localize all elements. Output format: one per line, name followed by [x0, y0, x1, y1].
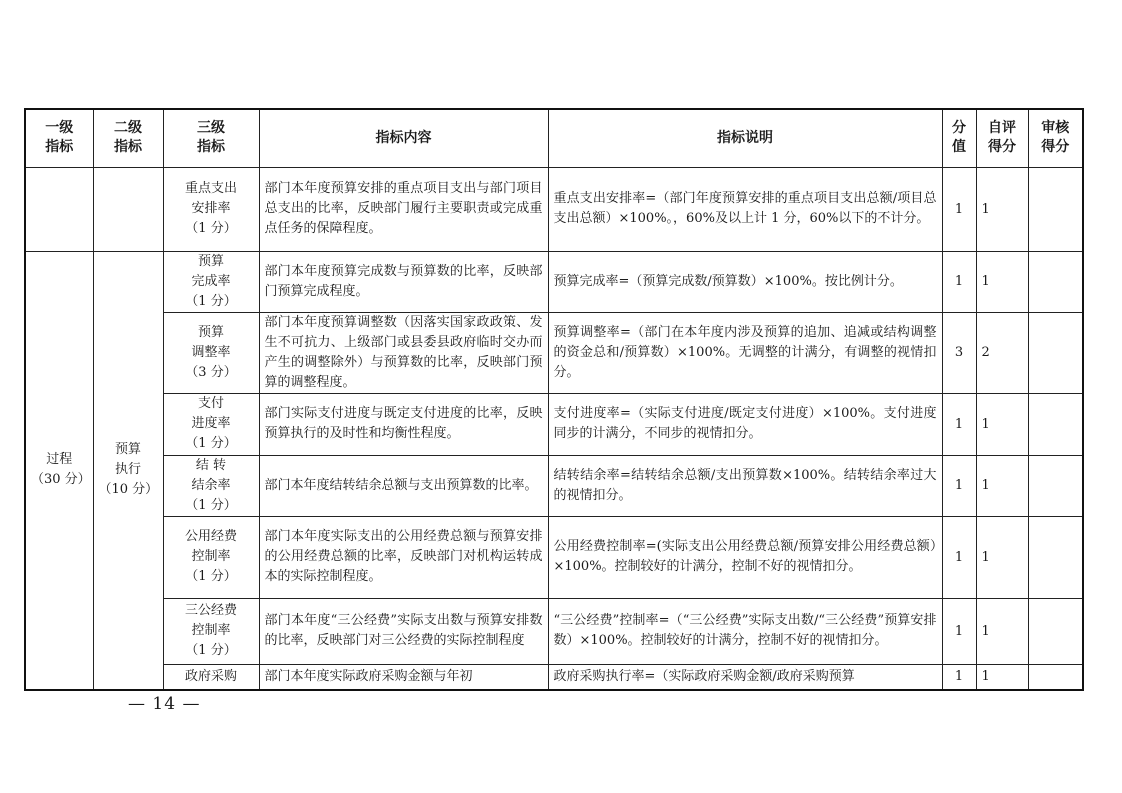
header-level1: 一级 指标: [25, 109, 93, 167]
description-cell: 重点支出安排率=（部门年度预算安排的重点项目支出总额/项目总支出总额）×100%。，60%及以上计 1 分，60%以下的不计分。: [548, 167, 942, 251]
content-cell: 部门本年度预算完成数与预算数的比率，反映部门预算完成程度。: [259, 251, 548, 312]
content-cell: 部门本年度预算安排的重点项目支出与部门项目总支出的比率，反映部门履行主要职责或完成重点任务的保障程度。: [259, 167, 548, 251]
audit-score-cell: [1028, 167, 1083, 251]
level3-cell: 支付 进度率 （1 分）: [163, 393, 259, 455]
level3-cell: 重点支出 安排率 （1 分）: [163, 167, 259, 251]
table-row: [25, 312, 1083, 393]
page-number: — 14 —: [128, 694, 201, 714]
level3-cell: 三公经费 控制率 （1 分）: [163, 598, 259, 664]
header-level3: 三级 指标: [163, 109, 259, 167]
level2-cell-empty: [93, 167, 163, 251]
header-description: 指标说明: [548, 109, 942, 167]
level3-cell: 政府采购: [163, 664, 259, 690]
level1-process-cell: 过程 （30 分）: [25, 251, 93, 690]
table-row: [25, 167, 1083, 251]
level1-cell-empty: [25, 167, 93, 251]
level3-cell: 结 转 结余率 （1 分）: [163, 455, 259, 516]
score-cell: 3: [942, 312, 976, 393]
description-cell: 预算完成率=（预算完成数/预算数）×100%。按比例计分。: [548, 251, 942, 312]
header-self-score: 自评 得分: [976, 109, 1028, 167]
table-row: [25, 251, 1083, 312]
content-cell: 部门本年度实际政府采购金额与年初: [259, 664, 548, 690]
level3-cell: 公用经费 控制率 （1 分）: [163, 516, 259, 598]
level2-budget-execution-cell: 预算 执行 （10 分）: [93, 251, 163, 690]
header-level2: 二级 指标: [93, 109, 163, 167]
header-score: 分 值: [942, 109, 976, 167]
score-cell: 1: [942, 598, 976, 664]
self-score-cell: 2: [976, 312, 1028, 393]
table-row: [25, 598, 1083, 664]
self-score-cell: 1: [976, 598, 1028, 664]
description-cell: 结转结余率=结转结余总额/支出预算数×100%。结转结余率过大的视情扣分。: [548, 455, 942, 516]
content-cell: 部门本年度实际支出的公用经费总额与预算安排的公用经费总额的比率，反映部门对机构运转成本的实际控制程度。: [259, 516, 548, 598]
audit-score-cell: [1028, 664, 1083, 690]
audit-score-cell: [1028, 598, 1083, 664]
table-row: [25, 664, 1083, 690]
header-content: 指标内容: [259, 109, 548, 167]
header-audit-score: 审核 得分: [1028, 109, 1083, 167]
audit-score-cell: [1028, 455, 1083, 516]
audit-score-cell: [1028, 251, 1083, 312]
self-score-cell: 1: [976, 516, 1028, 598]
level3-cell: 预算 完成率 （1 分）: [163, 251, 259, 312]
audit-score-cell: [1028, 516, 1083, 598]
self-score-cell: 1: [976, 393, 1028, 455]
performance-indicator-table: [24, 108, 1084, 691]
self-score-cell: 1: [976, 664, 1028, 690]
content-cell: 部门本年度“三公经费”实际支出数与预算安排数的比率，反映部门对三公经费的实际控制程度: [259, 598, 548, 664]
score-cell: 1: [942, 393, 976, 455]
level3-cell: 预算 调整率 （3 分）: [163, 312, 259, 393]
score-cell: 1: [942, 167, 976, 251]
description-cell: 支付进度率=（实际支付进度/既定支付进度）×100%。支付进度同步的计满分，不同步的视情扣分。: [548, 393, 942, 455]
score-cell: 1: [942, 664, 976, 690]
content-cell: 部门本年度结转结余总额与支出预算数的比率。: [259, 455, 548, 516]
description-cell: “三公经费”控制率=（“三公经费”实际支出数/“三公经费”预算安排数）×100%。控制较好的计满分，控制不好的视情扣分。: [548, 598, 942, 664]
score-cell: 1: [942, 251, 976, 312]
audit-score-cell: [1028, 312, 1083, 393]
description-cell: 公用经费控制率=(实际支出公用经费总额/预算安排公用经费总额）×100%。控制较好的计满分，控制不好的视情扣分。: [548, 516, 942, 598]
self-score-cell: 1: [976, 167, 1028, 251]
description-cell: 政府采购执行率=（实际政府采购金额/政府采购预算: [548, 664, 942, 690]
self-score-cell: 1: [976, 455, 1028, 516]
score-cell: 1: [942, 455, 976, 516]
score-cell: 1: [942, 516, 976, 598]
table-row: [25, 393, 1083, 455]
content-cell: 部门实际支付进度与既定支付进度的比率，反映预算执行的及时性和均衡性程度。: [259, 393, 548, 455]
table-row: [25, 455, 1083, 516]
self-score-cell: 1: [976, 251, 1028, 312]
audit-score-cell: [1028, 393, 1083, 455]
content-cell: 部门本年度预算调整数（因落实国家政政策、发生不可抗力、上级部门或县委县政府临时交办而产生的调整除外）与预算数的比率，反映部门预算的调整程度。: [259, 312, 548, 393]
table-row: [25, 516, 1083, 598]
description-cell: 预算调整率=（部门在本年度内涉及预算的追加、追减或结构调整的资金总和/预算数）×100%。无调整的计满分，有调整的视情扣分。: [548, 312, 942, 393]
header-row: [25, 109, 1083, 167]
